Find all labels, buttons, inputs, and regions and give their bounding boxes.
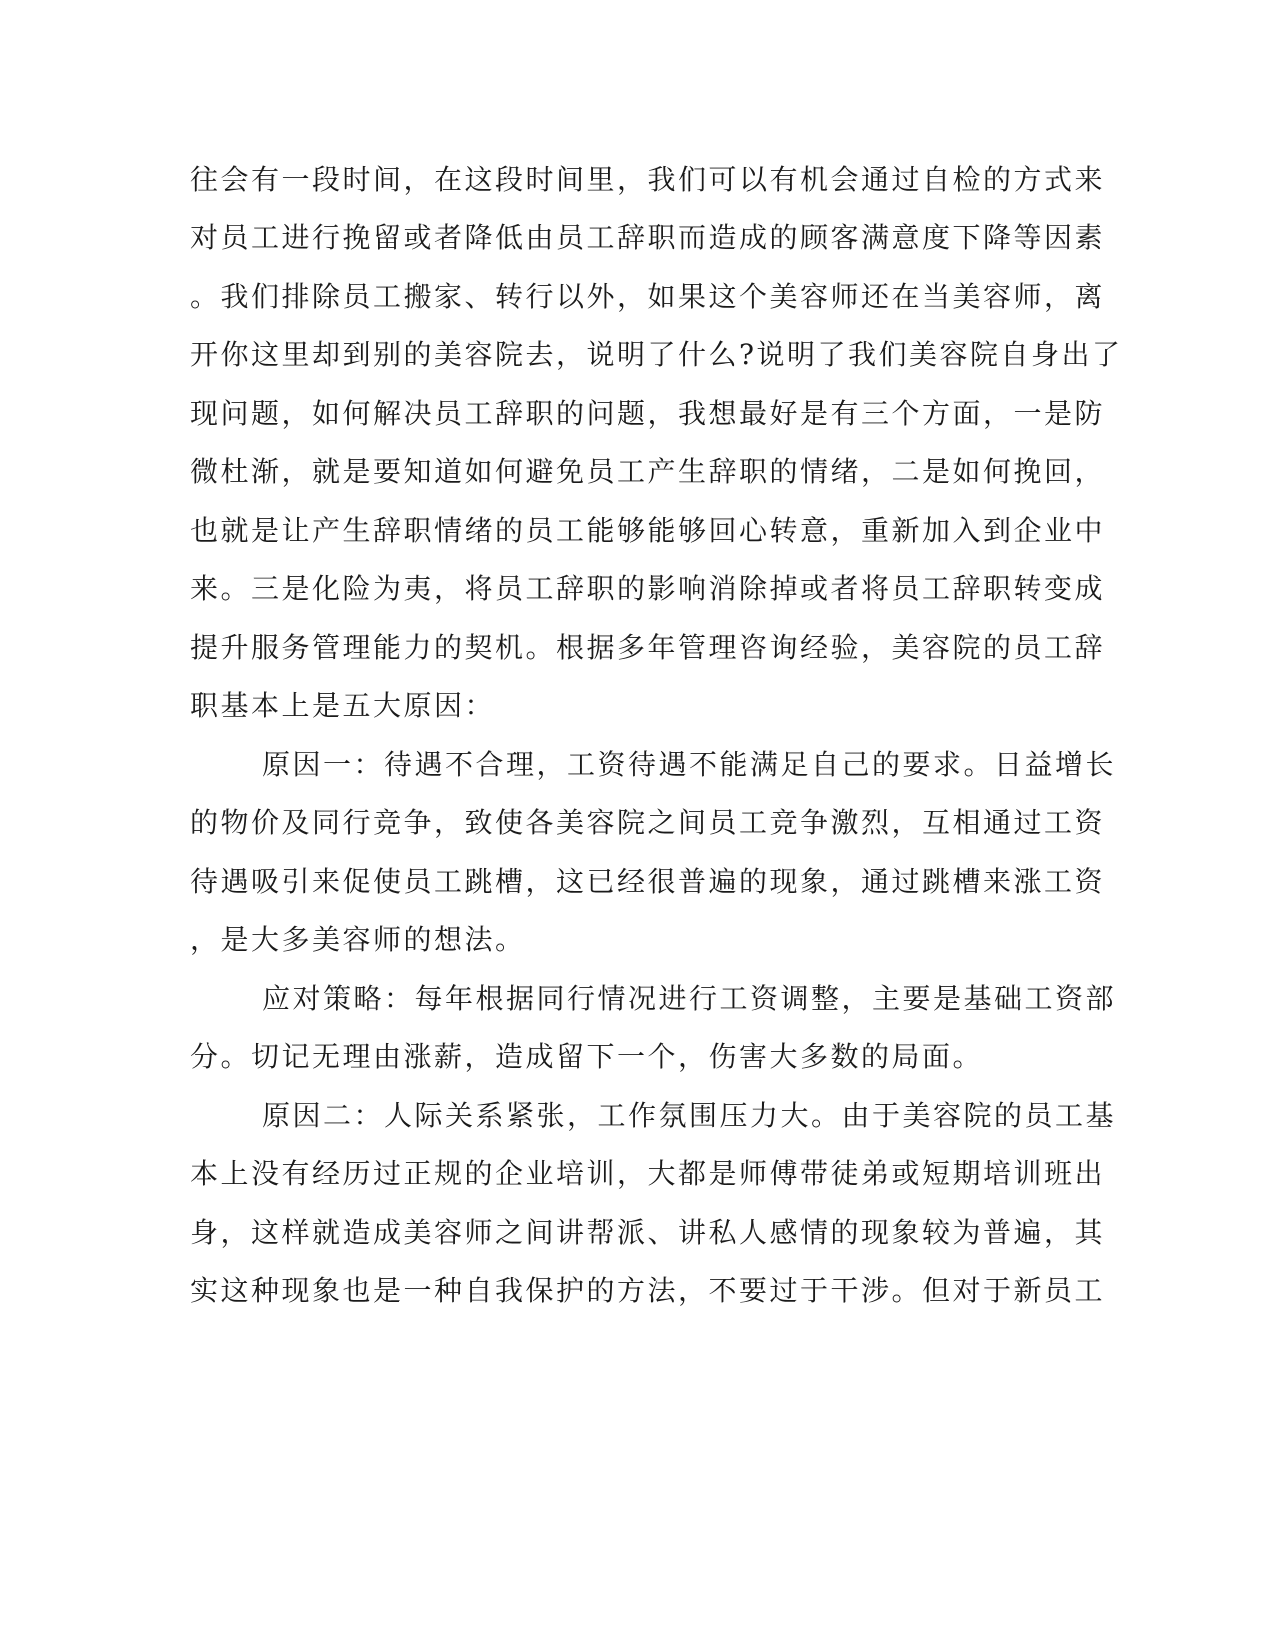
- text-line: 。我们排除员工搬家、转行以外，如果这个美容师还在当美容师，离: [190, 280, 1106, 313]
- text-line: 待遇吸引来促使员工跳槽，这已经很普遍的现象，通过跳槽来涨工资: [190, 865, 1106, 898]
- paragraph-first-line: 原因二：人际关系紧张，工作氛围压力大。由于美容院的员工基: [262, 1099, 1117, 1132]
- text-line: ，是大多美容师的想法。: [190, 923, 526, 956]
- text-line: 往会有一段时间，在这段时间里，我们可以有机会通过自检的方式来: [190, 163, 1106, 196]
- text-line: 提升服务管理能力的契机。根据多年管理咨询经验，美容院的员工辞: [190, 631, 1106, 664]
- text-line: 微杜渐，就是要知道如何避免员工产生辞职的情绪，二是如何挽回，: [190, 455, 1106, 488]
- text-line: 现问题，如何解决员工辞职的问题，我想最好是有三个方面，一是防: [190, 397, 1106, 430]
- text-line: 来。三是化险为夷，将员工辞职的影响消除掉或者将员工辞职转变成: [190, 572, 1106, 605]
- paragraph-first-line: 应对策略：每年根据同行情况进行工资调整，主要是基础工资部: [262, 982, 1117, 1015]
- text-line: 实这种现象也是一种自我保护的方法，不要过于干涉。但对于新员工: [190, 1274, 1106, 1307]
- text-line: 职基本上是五大原因：: [190, 689, 496, 722]
- paragraph-first-line: 原因一：待遇不合理，工资待遇不能满足自己的要求。日益增长: [262, 748, 1117, 781]
- text-line: 本上没有经历过正规的企业培训，大都是师傅带徒弟或短期培训班出: [190, 1157, 1106, 1190]
- text-line: 对员工进行挽留或者降低由员工辞职而造成的顾客满意度下降等因素: [190, 221, 1106, 254]
- text-line: 身，这样就造成美容师之间讲帮派、讲私人感情的现象较为普遍，其: [190, 1216, 1106, 1249]
- text-line: 开你这里却到别的美容院去，说明了什么?说明了我们美容院自身出了: [190, 338, 1123, 371]
- text-line: 的物价及同行竞争，致使各美容院之间员工竞争激烈，互相通过工资: [190, 806, 1106, 839]
- text-line: 也就是让产生辞职情绪的员工能够能够回心转意，重新加入到企业中: [190, 514, 1106, 547]
- text-line: 分。切记无理由涨薪，造成留下一个，伤害大多数的局面。: [190, 1040, 984, 1073]
